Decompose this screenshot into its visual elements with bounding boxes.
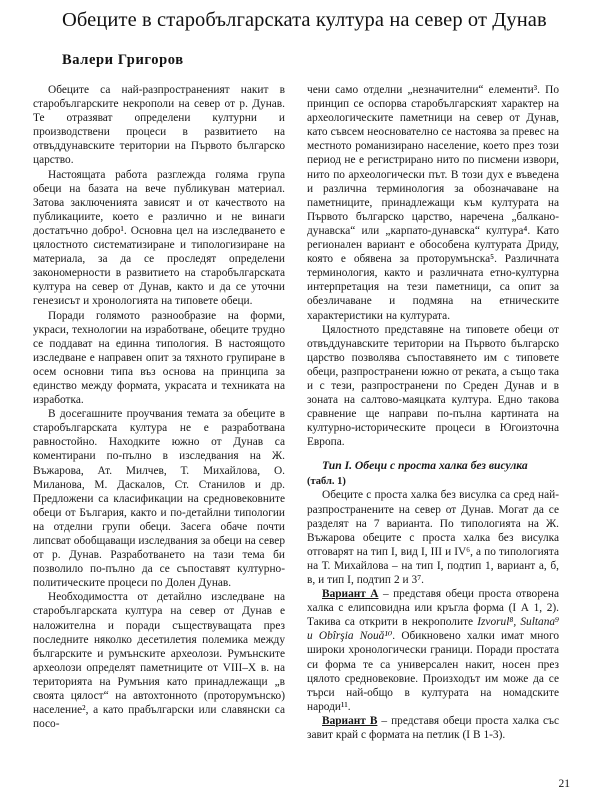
- paragraph: В досегашните проучвания темата за обеците в старобългарската култура не е разработвана равностойно. Находките южно от Дунав са коментирани по-пълно в изследвания на Ж. Въжарова, Ат. Милчев, Т. Михайлова, О. Миланова, М. Даскалов, Ст. Станилов и др. Предложени са класификации на средновековните обеци от България, както и по-детайлни типологии на отделни групи обеци. Засега обаче почти липсват обобщаващи изследвания за обеци на север от р. Дунав. Разработването на тази тема би позволило по-пълно да се съпоставят културно-политическите процеси по Долен Дунав.: [33, 408, 285, 590]
- paragraph: чени само отделни „незначителни“ елементи³. По принцип се оспорва старобългарският характер на археологическите паметници на север от Дунав, като съвсем неоснователно се настоява за превес на местното романизирано население, което през този период не е регистрирано нито по писмени извори, нито по археологически път. В този дух е въведена и различна терминология за обозначаване на паметниците, принадлежащи към културата на Първото българско царство, наречена „балкано-дунавска“ или „карпато-дунавска“ култура⁴. Като регионален вариант е обособена културата Дриду, която е обявена за проторумънска⁵. Различната терминология, както и различната етно-културна интерпретация на тези паметници, са опит за обезличаване и подмяна на етническите характеристики на културата.: [307, 84, 559, 322]
- section-heading-plate-ref: (табл. 1): [307, 475, 346, 487]
- two-column-body: [0, 69, 600, 742]
- page-title: Обеците в старобългарската култура на север от Дунав: [62, 9, 547, 31]
- right-column: [307, 83, 559, 742]
- section-heading-title: Тип I. Обеци с проста халка без висулка: [322, 459, 528, 473]
- latin-site-names: Izvorul⁸, Sultana⁹ и Obîrşia Nouă¹⁰: [307, 616, 559, 643]
- variant-text-continued: . Обикновено халки имат много широки хронологически граници. Поради простата си форма те са универсален накит, носен през цялото средновековие. Произходът им може да се търси най-общо в културата на номадските народи¹¹.: [307, 630, 560, 713]
- page-number: 21: [558, 778, 570, 790]
- paragraph: Обеците с проста халка без висулка са сред най-разпространените на север от Дунав. Могат да се разделят на 7 варианта. По типологията на Ж. Въжарова обеците с проста халка без висулка отговарят на тип I, вид I, III и IV⁶, а по типологията на Т. Михайлова – на тип I, подтип 1, вариант а, б, в, и тип I, подтип 2 и 3⁷.: [307, 489, 559, 586]
- variant-dash: –: [377, 714, 392, 727]
- variant-paragraph: [307, 714, 559, 742]
- paragraph: Необходимостта от детайлно изследване на старобългарската култура на север от Дунав е наложителна и поради съществуващата през последните няколко десетилетия полемика между българските и румънските археолози. Румънските археолози определят паметниците от VIII–X в. на територията на Румъния като принадлежащи „в своята цялост“ на автохтонното (проторумънско) население², а като прабългарски или славянски са посо-: [33, 591, 285, 731]
- variant-paragraph: [307, 587, 559, 714]
- paragraph: Цялостното представяне на типовете обеци от отвъддунавските територии на Първото българско царство позволява съпоставянето им с типовете обеци, разпространени южно от реката, а също така и с тези, разпространени по Среден Дунав и в зоната на салтово-маяцката култура. Едно такова сравнение ще направи по-пълна картината на културно-историческите процеси в Югоизточна Европа.: [307, 323, 559, 449]
- variant-label: Вариант В: [322, 714, 378, 727]
- left-column: [33, 83, 285, 742]
- section-heading: [307, 459, 559, 488]
- title-block: [0, 0, 600, 69]
- variant-label: Вариант А: [322, 588, 379, 601]
- variant-text: представя обеци проста отворена халка с елипсовидна или кръгла форма (I А 1, 2). Такива са открити в некрополите: [307, 588, 560, 629]
- author-name: Валери Григоров: [62, 52, 184, 68]
- variant-dash: –: [378, 588, 394, 601]
- variant-text: представя обеци проста халка със завит край с формата на петлик (I В 1-3).: [307, 714, 559, 741]
- paragraph: Поради голямото разнообразие на форми, украси, технологии на изработване, обеците трудно се поддават на единна типология. В настоящото изследване е направен опит за тяхното групиране в осем основни типа въз основа на принципа за единство между формата, украсата и техниката на изработка.: [33, 309, 285, 407]
- paragraph: Настоящата работа разглежда голяма група обеци на базата на вече публикуван материал. Затова заключенията зависят и от качеството на публикациите, което е различно и не винаги достатъчно добро¹. Основна цел на изследването е цялостното систематизиране и типологизиране на материала, за да се проследят определени закономерности в развитието на старобългарската култура на север от Дунав, както и да се уточни генезисът и хронологията на типовете обеци.: [33, 168, 285, 308]
- paragraph: Обеците са най-разпространеният накит в старобългарските некрополи на север от р. Дунав. Те отразяват определени културни и производствени процеси в развитието на отвъддунавските територии на Първото българско царство.: [33, 84, 285, 167]
